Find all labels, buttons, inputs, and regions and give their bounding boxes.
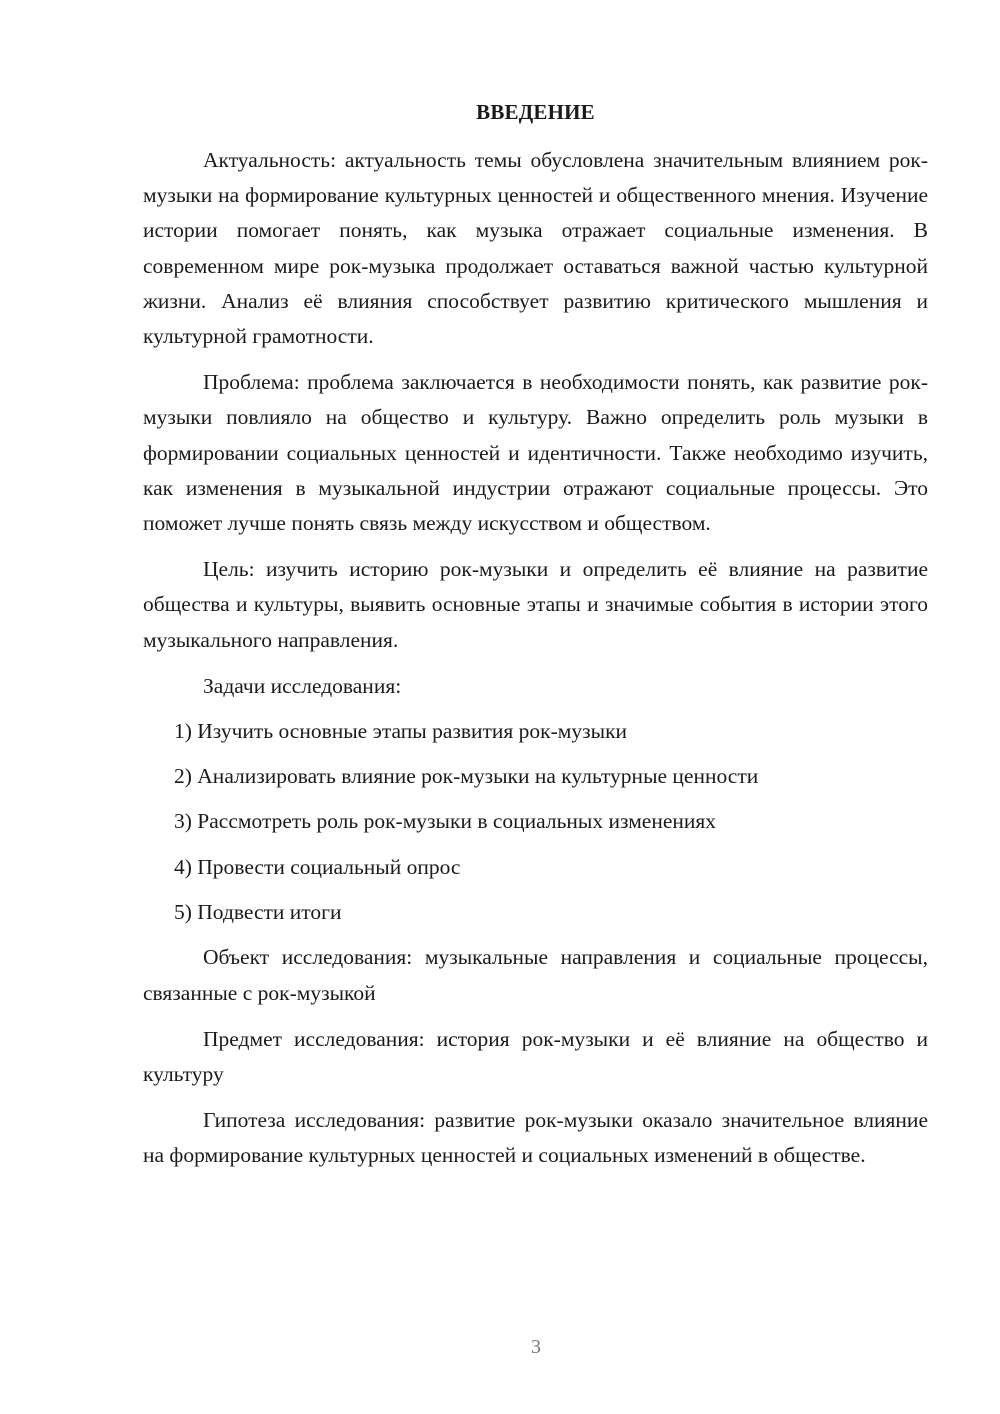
hypothesis-paragraph: Гипотеза исследования: развитие рок-музыки оказало значительное влияние на формирование культурных ценностей и социальных изменений в обществе. xyxy=(143,1108,928,1168)
object-paragraph: Объект исследования: музыкальные направления и социальные процессы, связанные с рок-музыкой xyxy=(143,945,928,1005)
subject-paragraph: Предмет исследования: история рок-музыки и её влияние на общество и культуру xyxy=(143,1026,928,1086)
page-number: 3 xyxy=(531,1336,541,1358)
task-item: 1) Изучить основные этапы развития рок-музыки xyxy=(174,718,628,743)
tasks-list xyxy=(143,714,928,930)
problem-paragraph: Проблема: проблема заключается в необходимости понять, как развитие рок-музыки повлияло на общество и культуру. Важно определить роль музыки в формировании социальных ценностей и идентичности. Также необходимо изучить, как изменения в музыкальной индустрии отражают социальные процессы. Это поможет лучше понять связь между искусством и обществом. xyxy=(143,370,928,536)
goal-paragraph: Цель: изучить историю рок-музыки и определить её влияние на развитие общества и культуры, выявить основные этапы и значимые события в истории этого музыкального направления. xyxy=(143,557,928,652)
relevance-paragraph: Актуальность: актуальность темы обусловлена значительным влиянием рок-музыки на формирование культурных ценностей и общественного мнения. Изучение истории помогает понять, как музыка отражает социальные изменения. В современном мире рок-музыка продолжает оставаться важной частью культурной жизни. Анализ её влияния способствует развитию критического мышления и культурной грамотности. xyxy=(143,148,928,349)
task-item: 5) Подвести итоги xyxy=(174,900,342,925)
page-title: ВВЕДЕНИЕ xyxy=(476,100,595,124)
task-item: 4) Провести социальный опрос xyxy=(174,854,461,879)
tasks-heading: Задачи исследования: xyxy=(203,673,402,698)
task-item: 3) Рассмотреть роль рок-музыки в социальных изменениях xyxy=(174,809,717,834)
task-item: 2) Анализировать влияние рок-музыки на культурные ценности xyxy=(174,764,759,789)
